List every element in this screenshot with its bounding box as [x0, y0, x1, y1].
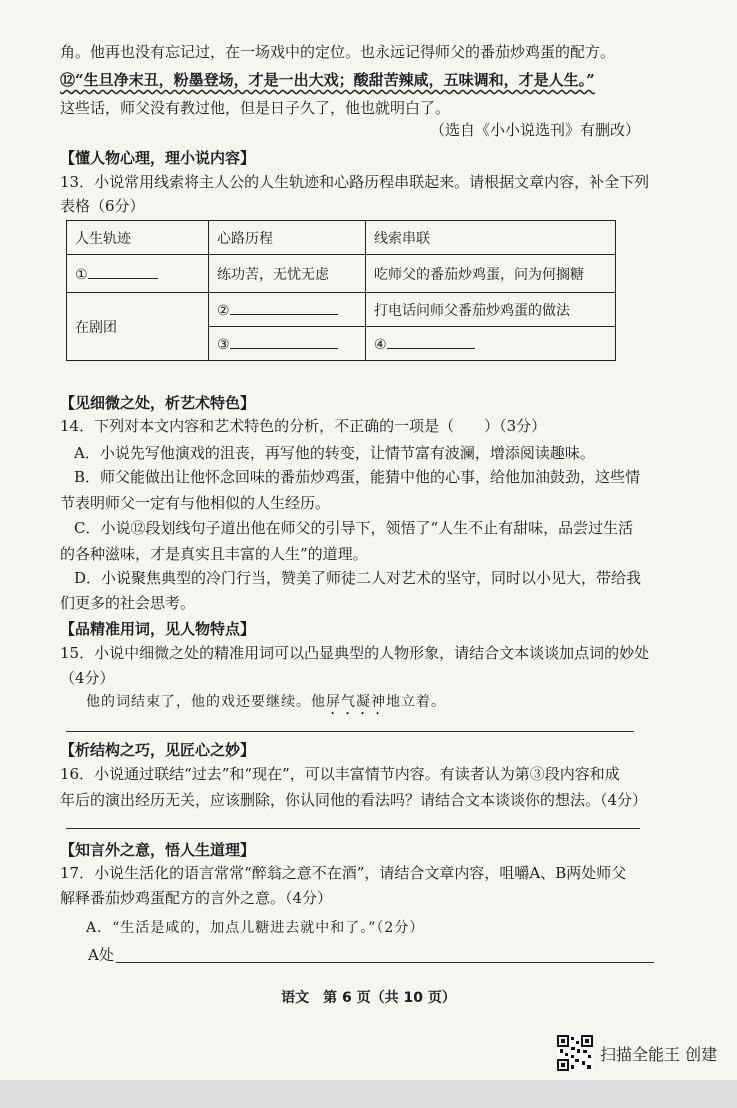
question-15-stem-cont: （4分） — [60, 669, 115, 687]
wavy-underlined-sentence — [60, 70, 595, 90]
circled-number: ① — [75, 267, 88, 283]
table-cell: 在剧团 — [67, 293, 209, 361]
quote-text: 他的词结束了，他的戏还要继续。他 — [86, 694, 326, 710]
quote-text: 地立着。 — [386, 694, 446, 710]
answer-label-a: A处 — [88, 946, 114, 964]
answer-blank[interactable] — [88, 264, 158, 279]
section-heading: 【懂人物心理，理小说内容】 — [60, 149, 256, 167]
q13-table — [66, 220, 616, 361]
page-footer: 语文 第 6 页（共 10 页） — [281, 990, 456, 1006]
table-header: 线索串联 — [366, 221, 616, 255]
section-heading: 【见细微之处，析艺术特色】 — [60, 394, 256, 412]
option-d: D．小说聚焦典型的冷门行当，赞美了师徒二人对艺术的坚守，同时以小见大，带给我 — [74, 569, 642, 587]
table-cell: 吃师父的番茄炒鸡蛋，问为何搁糖 — [366, 255, 616, 293]
section-heading: 【品精准用词，见人物特点】 — [60, 620, 256, 638]
question-13-stem: 13．小说常用线索将主人公的人生轨迹和心路历程串联起来。请根据文章内容，补全下列 — [60, 173, 650, 191]
bottom-bar — [0, 1080, 737, 1108]
question-16-stem: 16．小说通过联结“过去”和“现在”，可以丰富情节内容。有读者认为第③段内容和成 — [60, 765, 620, 783]
table-cell[interactable] — [209, 327, 366, 361]
quote-a: A．“生活是咸的，加点儿糖进去就中和了。”（2分） — [86, 920, 425, 936]
answer-blank[interactable] — [387, 334, 475, 349]
text-line: 这些话，师父没有教过他，但是日子久了，他也就明白了。 — [60, 99, 451, 117]
table-cell: 打电话问师父番茄炒鸡蛋的做法 — [366, 293, 616, 327]
qr-code-icon — [557, 1035, 593, 1071]
text-line: 角。他再也没有忘记过，在一场戏中的定位。也永远记得师父的番茄炒鸡蛋的配方。 — [60, 43, 616, 61]
question-17-stem-cont: 解释番茄炒鸡蛋配方的言外之意。（4分） — [60, 889, 333, 907]
table-cell[interactable] — [366, 327, 616, 361]
wavy-sentence: ⑫“生旦净末丑，粉墨登场，才是一出大戏；酸甜苦辣咸，五味调和，才是人生。” — [60, 71, 595, 89]
table-cell[interactable] — [209, 293, 366, 327]
question-16-stem-cont: 年后的演出经历无关，应该删除，你认同他的看法吗？请结合文本谈谈你的想法。（4分） — [60, 791, 648, 809]
section-heading: 【知言外之意，悟人生道理】 — [60, 841, 256, 859]
option-c: C．小说⑫段划线句子道出他在师父的引导下，领悟了“人生不止有甜味，品尝过生活 — [74, 519, 634, 537]
answer-line[interactable] — [66, 731, 634, 732]
question-17-stem: 17．小说生活化的语言常常“醉翁之意不在酒”，请结合文章内容，咀嚼A、B两处师父 — [60, 864, 627, 882]
option-c-cont: 的各种滋味，才是真实且丰富的人生”的道理。 — [60, 545, 368, 563]
option-a: A．小说先写他演戏的沮丧，再写他的转变，让情节富有波澜，增添阅读趣味。 — [74, 444, 595, 462]
circled-number: ② — [217, 303, 230, 319]
option-b: B．师父能做出让他怀念回味的番茄炒鸡蛋，能猜中他的心事，给他加油鼓劲，这些情 — [74, 468, 641, 486]
answer-line[interactable] — [66, 828, 640, 829]
circled-number: ④ — [374, 337, 387, 353]
answer-blank[interactable] — [230, 334, 338, 349]
circled-number: ③ — [217, 337, 230, 353]
table-cell[interactable] — [67, 255, 209, 293]
answer-blank[interactable] — [230, 300, 338, 315]
question-13-stem-cont: 表格（6分） — [60, 197, 145, 215]
question-14-stem: 14．下列对本文内容和艺术特色的分析，不正确的一项是（ ）（3分） — [60, 417, 547, 435]
quoted-sentence — [86, 692, 446, 718]
answer-line[interactable] — [116, 962, 654, 963]
table-header: 心路历程 — [209, 221, 366, 255]
watermark-text: 扫描全能王 创建 — [600, 1045, 718, 1064]
option-b-cont: 节表明师父一定有与他相似的人生经历。 — [60, 494, 331, 512]
table-cell: 练功苦，无忧无虑 — [209, 255, 366, 293]
option-d-cont: 们更多的社会思考。 — [60, 594, 196, 612]
section-heading: 【析结构之巧，见匠心之妙】 — [60, 741, 256, 759]
emphasized-word: 屏气凝神 — [326, 694, 386, 710]
table-header: 人生轨迹 — [67, 221, 209, 255]
question-15-stem: 15．小说中细微之处的精准用词可以凸显典型的人物形象，请结合文本谈谈加点词的妙处 — [60, 644, 650, 662]
source-citation: （选自《小小说选刊》有删改） — [430, 121, 641, 139]
